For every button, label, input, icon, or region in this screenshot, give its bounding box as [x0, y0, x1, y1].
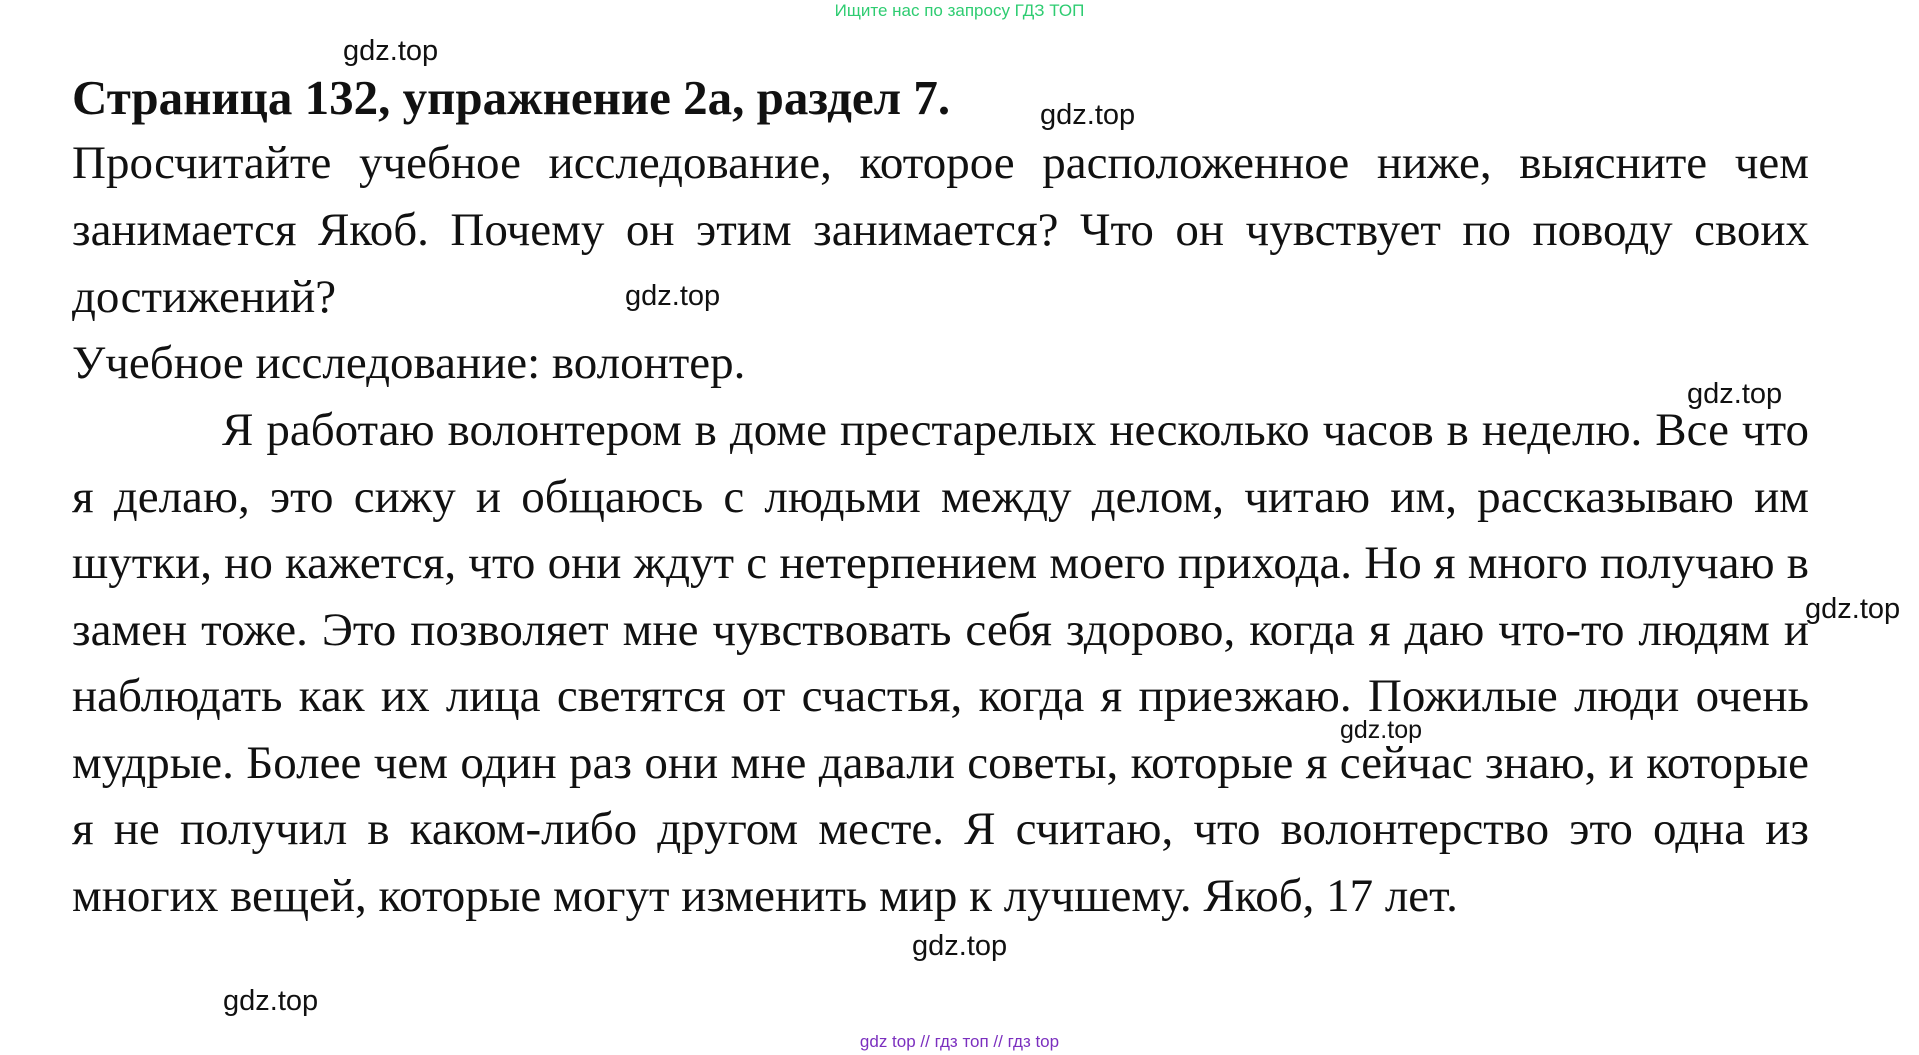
study-label: Учебное исследование: волонтер.: [72, 337, 746, 389]
watermark: gdz.top: [1805, 593, 1901, 625]
bottom-banner: [0, 1032, 1919, 1052]
watermark: gdz.top: [625, 280, 721, 312]
top-banner: [0, 1, 1919, 21]
page-heading: Страница 132, упражнение 2а, раздел 7.: [72, 70, 951, 125]
watermark: gdz.top: [912, 930, 1008, 962]
watermark: gdz.top: [1687, 378, 1783, 410]
watermark: gdz.top: [223, 985, 319, 1017]
watermark: gdz.top: [1340, 716, 1423, 744]
watermark: gdz.top: [343, 35, 439, 67]
task-text: Просчитайте учебное исследование, которое расположенное ниже, выясните чем занимается Якоб. Почему он этим занимается? Что он чувствует по поводу своих достижений?: [72, 137, 1809, 323]
top-banner-text: Ищите нас по запросу ГДЗ ТОП: [834, 1, 1085, 20]
bottom-banner-text: gdz top // гдз топ // гдз top: [859, 1032, 1060, 1051]
story-text: Я работаю волонтером в доме престарелых несколько часов в неделю. Все что я делаю, это сижу и общаюсь с людьми между делом, читаю им, рассказываю им шутки, но кажется, что они ждут с нетерпением моего прихода. Но я много получаю в замен тоже. Это позволяет мне чувствовать себя здорово, когда я даю что-то людям и наблюдать как их лица светятся от счастья, когда я приезжаю. Пожилые люди очень мудрые. Более чем один раз они мне давали советы, которые я сейчас знаю, и которые я не получил в каком-либо другом месте. Я считаю, что волонтерство это одна из многих вещей, которые могут изменить мир к лучшему. Якоб, 17 лет.: [72, 404, 1809, 922]
watermark: gdz.top: [1040, 99, 1136, 131]
